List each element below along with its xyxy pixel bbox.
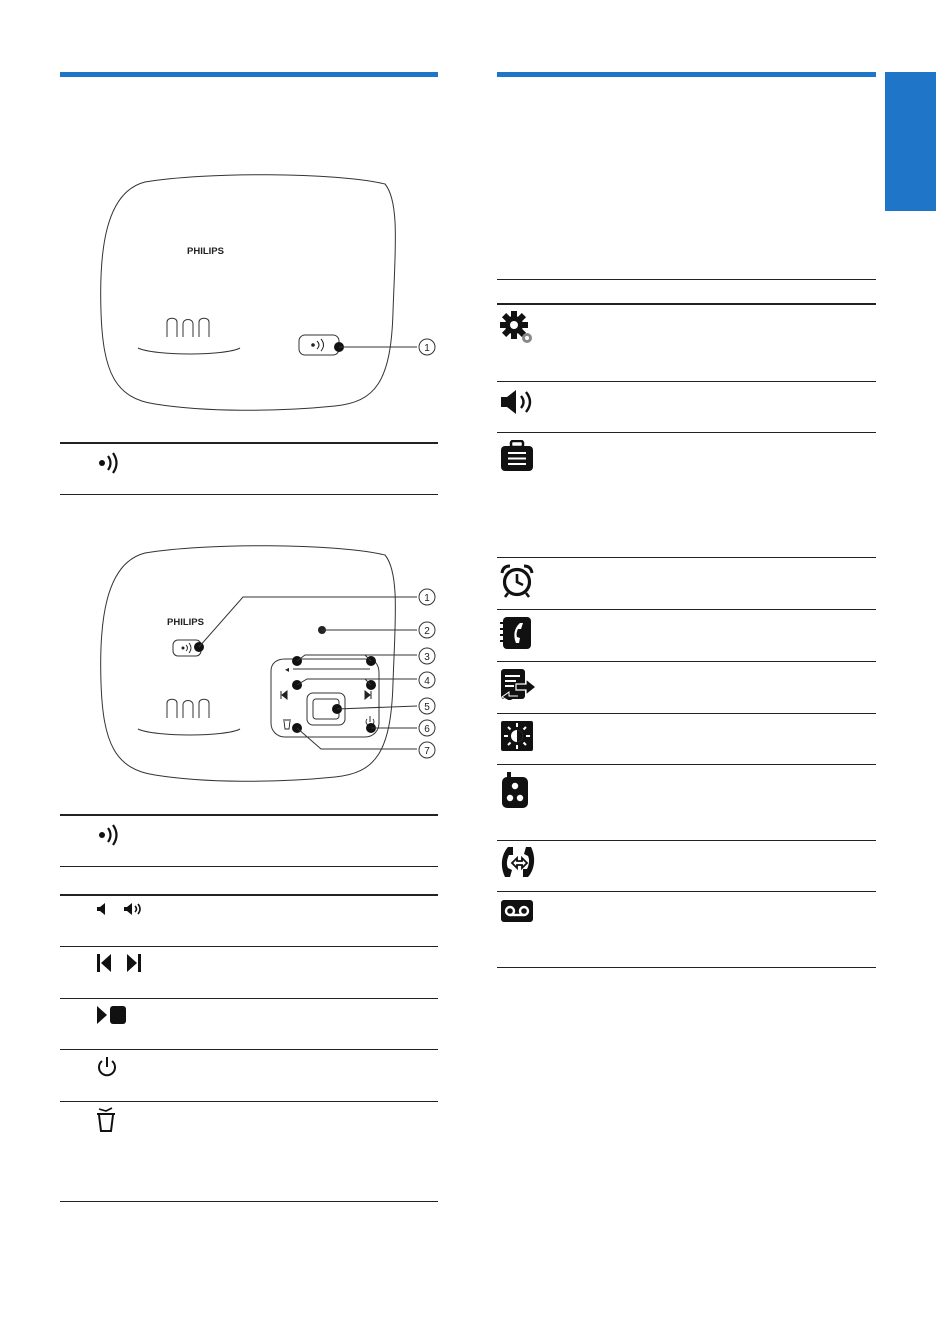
play-stop-icon	[96, 1005, 128, 1025]
table-rule	[497, 891, 876, 892]
paging-icon	[96, 451, 122, 475]
table-rule	[497, 557, 876, 558]
volume-icon	[96, 901, 150, 919]
table-rule	[497, 764, 876, 765]
intercom-icon	[500, 846, 536, 878]
callout-number: 1	[424, 593, 430, 604]
callout-number: 2	[424, 626, 430, 637]
brand-logo: PHILIPS	[167, 617, 204, 628]
table-rule	[60, 494, 438, 495]
table-rule	[60, 814, 438, 816]
delete-icon	[96, 1107, 116, 1133]
table-rule	[60, 1049, 438, 1050]
callout-number: 4	[424, 676, 430, 687]
base-station-diagram	[95, 172, 445, 412]
skip-icon	[96, 953, 142, 973]
callout-number: 1	[424, 343, 430, 354]
answering-base-diagram	[95, 543, 445, 783]
callout-number: 5	[424, 702, 430, 713]
callout-number: 6	[424, 724, 430, 735]
sound-icon	[500, 389, 538, 415]
table-rule	[497, 840, 876, 841]
table-rule	[60, 866, 438, 867]
phonebook-icon	[500, 616, 532, 650]
table-rule	[60, 442, 438, 444]
power-icon	[96, 1056, 118, 1078]
table-rule	[497, 609, 876, 610]
services-icon	[500, 440, 534, 472]
table-rule	[60, 946, 438, 947]
right-header-bar	[497, 72, 876, 77]
table-rule	[497, 967, 876, 968]
answering-machine-icon	[500, 899, 534, 923]
callout-number: 3	[424, 652, 430, 663]
table-rule	[497, 381, 876, 382]
left-header-bar	[60, 72, 438, 77]
settings-icon	[500, 311, 536, 347]
language-tab	[885, 72, 936, 211]
table-rule	[60, 894, 438, 896]
volume-down-label: ◂	[285, 665, 290, 674]
table-rule	[497, 713, 876, 714]
paging-icon	[96, 823, 122, 847]
callout-number: 7	[424, 746, 430, 757]
table-rule	[497, 303, 876, 305]
table-rule	[60, 998, 438, 999]
table-rule	[60, 1201, 438, 1202]
table-rule	[497, 279, 876, 280]
call-log-icon	[500, 668, 538, 700]
brand-logo: PHILIPS	[187, 246, 224, 257]
baby-monitor-icon	[500, 771, 530, 809]
table-rule	[60, 1101, 438, 1102]
table-rule	[497, 661, 876, 662]
alarm-icon	[500, 564, 534, 598]
table-rule	[497, 432, 876, 433]
display-icon	[500, 720, 534, 752]
